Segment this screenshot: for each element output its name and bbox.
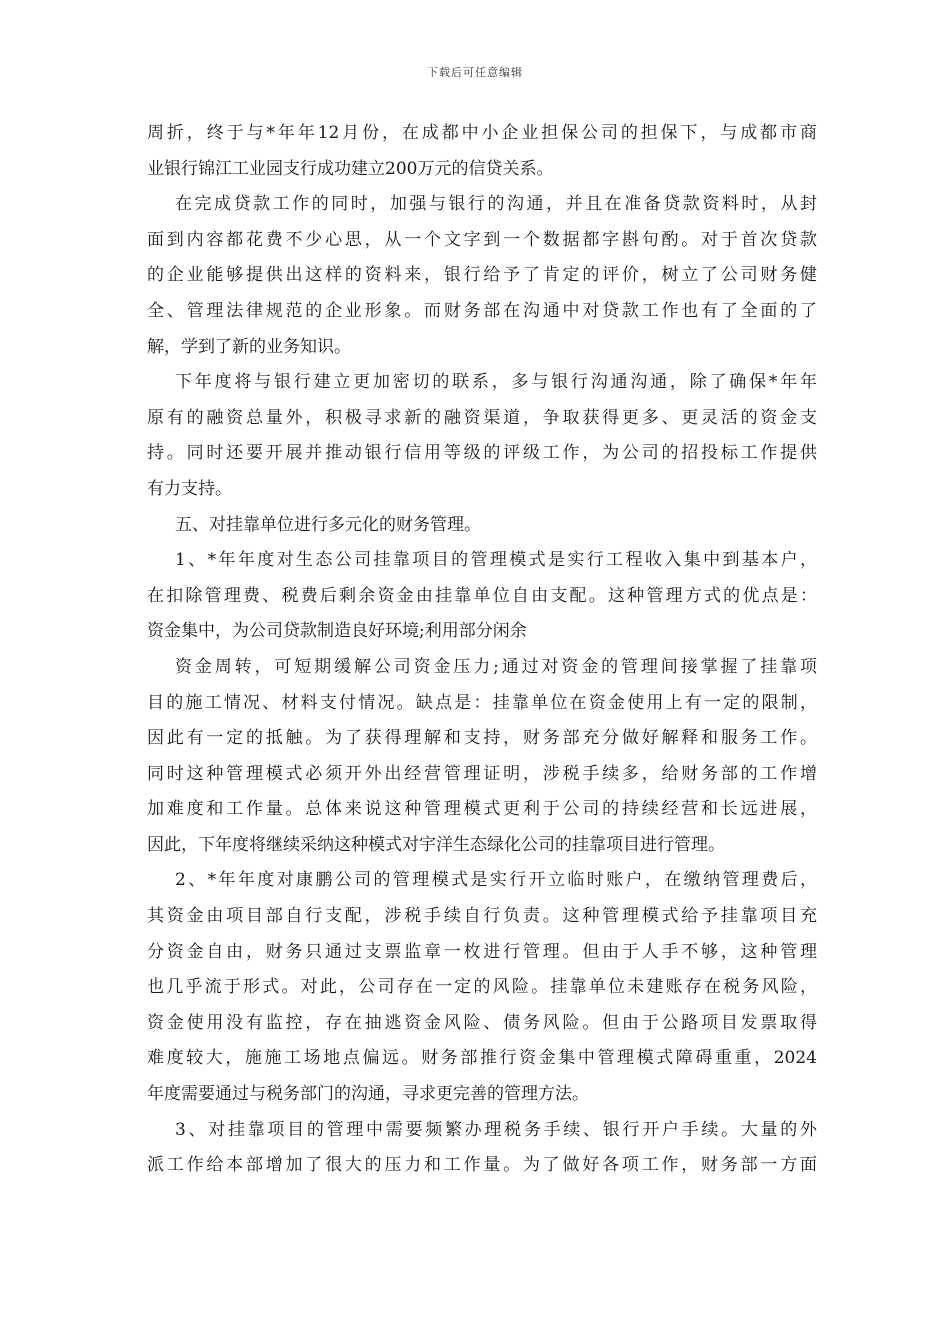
text-line: 解，学到了新的业务知识。 (147, 336, 351, 357)
text-line: 其资金由项目部自行支配，涉税手续自行负责。这种管理模式给予挂靠项目充 (147, 906, 817, 927)
text-line: 加难度和工作量。总体来说这种管理模式更利于公司的持续经营和长远进展， (147, 799, 817, 820)
text-line: 有力支持。 (147, 478, 232, 499)
document-body (147, 116, 817, 1184)
text-line: 面到内容都花费不少心思，从一个文字到一个数据都字斟句酌。对于首次贷款 (147, 229, 817, 250)
text-line: 资金周转，可短期缓解公司资金压力;通过对资金的管理间接掌握了挂靠项 (175, 656, 817, 677)
text-line: 业银行锦江工业园支行成功建立200万元的信贷关系。 (147, 158, 554, 179)
text-line: 周折，终于与*年年12月份，在成都中小企业担保公司的担保下，与成都市商 (147, 123, 817, 143)
text-line: 3、对挂靠项目的管理中需要频繁办理税务手续、银行开户手续。大量的外 (175, 1119, 817, 1140)
text-line: 下年度将与银行建立更加密切的联系，多与银行沟通沟通，除了确保*年年 (175, 372, 817, 393)
text-line: 资金使用没有监控，存在抽逃资金风险、债务风险。但由于公路项目发票取得 (147, 1012, 817, 1033)
text-line: 全、管理法律规范的企业形象。而财务部在沟通中对贷款工作也有了全面的了 (147, 300, 817, 321)
text-line: 因此有一定的抵触。为了获得理解和支持，财务部充分做好解释和服务工作。 (147, 728, 817, 749)
text-line: 五、对挂靠单位进行多元化的财务管理。 (175, 514, 481, 535)
text-line: 年度需要通过与税务部门的沟通，寻求更完善的管理方法。 (147, 1084, 589, 1105)
text-line: 派工作给本部增加了很大的压力和工作量。为了做好各项工作，财务部一方面 (147, 1155, 817, 1176)
text-line: 1、*年年度对生态公司挂靠项目的管理模式是实行工程收入集中到基本户， (175, 550, 817, 571)
text-line: 在扣除管理费、税费后剩余资金由挂靠单位自由支配。这种管理方式的优点是： (147, 585, 817, 606)
page-header-note: 下载后可任意编辑 (427, 66, 523, 79)
text-line: 同时这种管理模式必须开外出经营管理证明，涉税手续多，给财务部的工作增 (147, 763, 817, 784)
text-line: 也几乎流于形式。对此，公司存在一定的风险。挂靠单位未建账存在税务风险， (147, 977, 817, 998)
text-line: 在完成贷款工作的同时，加强与银行的沟通，并且在准备贷款资料时，从封 (175, 194, 817, 215)
text-line: 原有的融资总量外，积极寻求新的融资渠道，争取获得更多、更灵活的资金支 (147, 407, 817, 428)
text-line: 目的施工情况、材料支付情况。缺点是：挂靠单位在资金使用上有一定的限制， (147, 692, 817, 713)
text-line: 资金集中，为公司贷款制造良好环境;利用部分闲余 (147, 621, 527, 642)
text-line: 难度较大，施施工场地点偏远。财务部推行资金集中管理模式障碍重重，2024 (147, 1048, 817, 1069)
text-line: 的企业能够提供出这样的资料来，银行给予了肯定的评价，树立了公司财务健 (147, 265, 817, 286)
text-line: 持。同时还要开展并推动银行信用等级的评级工作，为公司的招投标工作提供 (147, 443, 817, 464)
text-line: 因此，下年度将继续采纳这种模式对宇洋生态绿化公司的挂靠项目进行管理。 (147, 834, 725, 855)
text-line: 2、*年年度对康鹏公司的管理模式是实行开立临时账户，在缴纳管理费后， (175, 870, 817, 891)
text-line: 分资金自由，财务只通过支票监章一枚进行管理。但由于人手不够，这种管理 (147, 941, 817, 962)
